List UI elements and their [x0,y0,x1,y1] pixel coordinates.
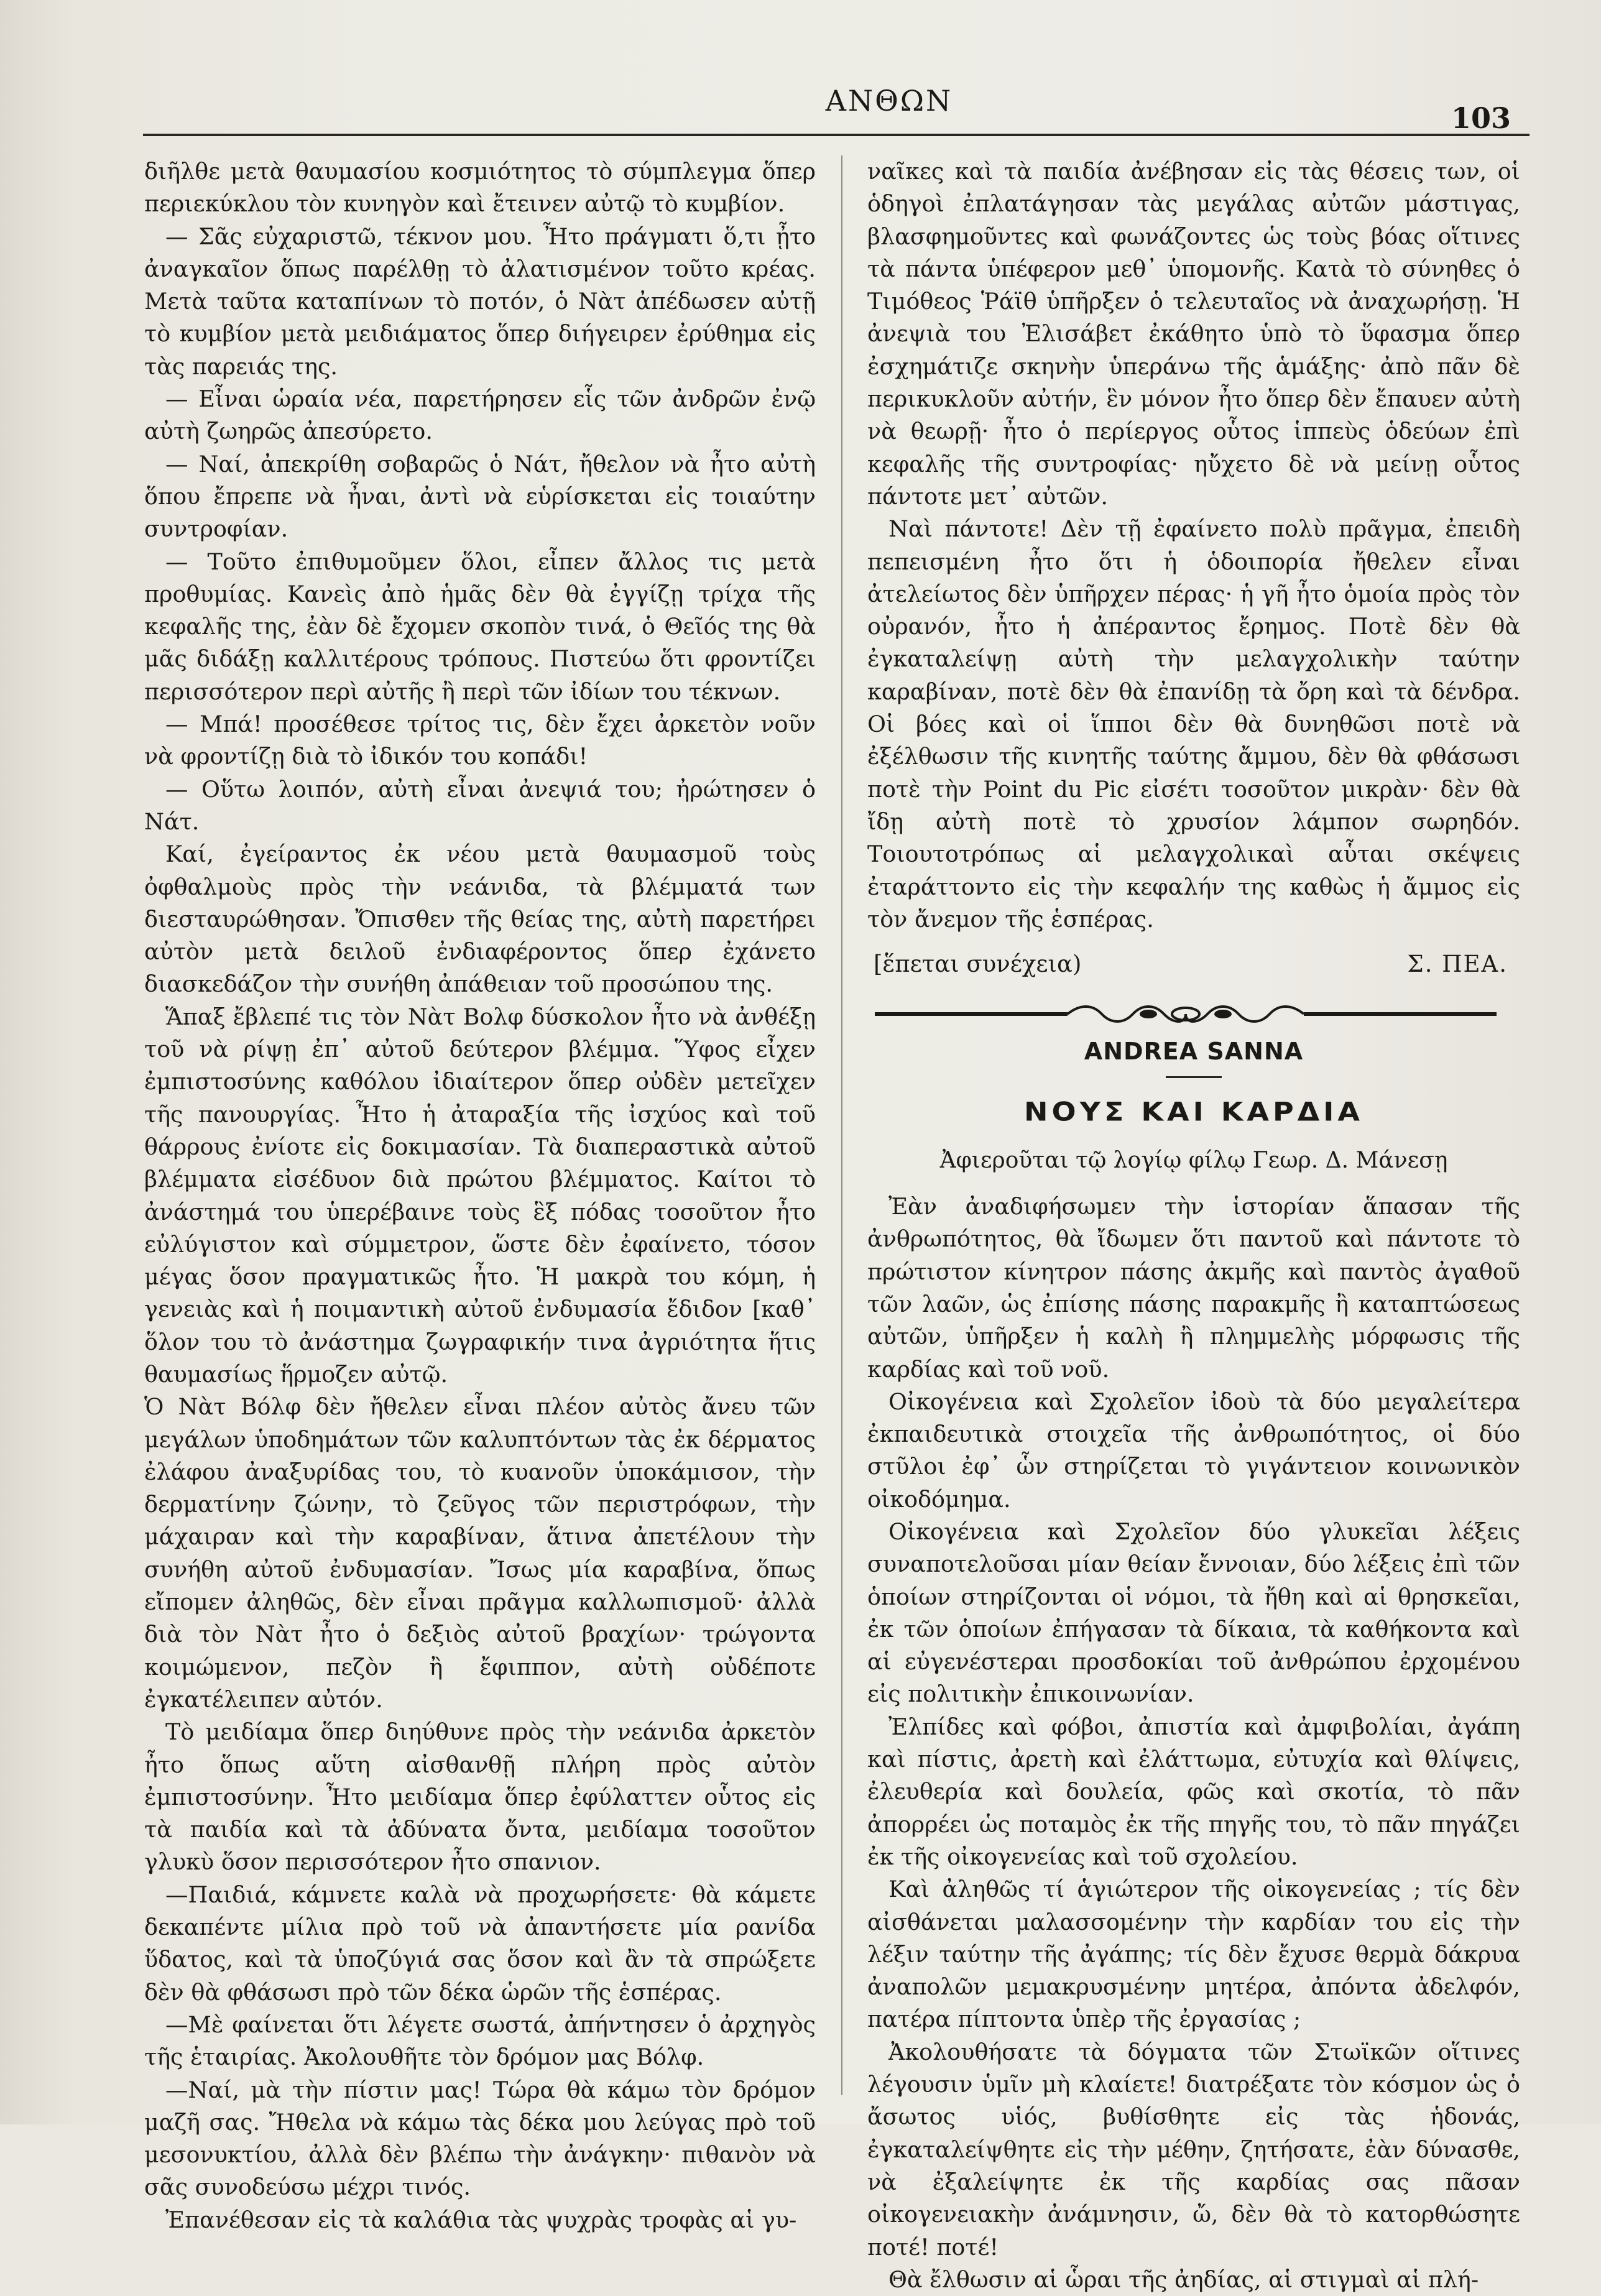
paragraph: Ἐλπίδες καὶ φόβοι, ἀπιστία καὶ ἀμφιβολίαι, ἀγάπη καὶ πίστις, ἀρετὴ καὶ ἐλάττωμα, εὐτυχία καὶ θλίψεις, ἐλευθερία καὶ δουλεία, φῶς καὶ σκοτία, τὸ πᾶν ἀπορρέει ὡς ποταμὸς ἐκ τῆς πηγῆς του, τὸ πᾶν πηγάζει ἐκ τῆς οἰκογενείας καὶ τοῦ σχολείου. [867,1713,1520,1870]
paragraph: — Ναί, ἀπεκρίθη σοβαρῶς ὁ Νάτ, ἤθελον νὰ ἦτο αὐτὴ ὅπου ἔπρεπε νὰ ἦναι, ἀντὶ νὰ εὑρίσκεται εἰς τοιαύτην συντροφίαν. [144,450,816,543]
paragraph: Καί, ἐγείραντος ἐκ νέου μετὰ θαυμασμοῦ τοὺς ὀφθαλμοὺς πρὸς τὴν νεάνιδα, τὰ βλέμματά των διεσταυρώθησαν. Ὄπισθεν τῆς θείας της, αὐτὴ παρετήρει αὐτὸν μετὰ δειλοῦ ἐνδιαφέροντος ὅπερ ἐχάνετο διασκεδάζον τὴν συνήθη ἀπάθειαν τοῦ προσώπου της. [144,841,816,998]
paragraph: Ἐπανέθεσαν εἰς τὰ καλάθια τὰς ψυχρὰς τροφὰς αἱ γυ- [165,2206,797,2233]
paragraph: Ἐὰν ἀναδιφήσωμεν τὴν ἱστορίαν ἅπασαν τῆς ἀνθρωπότητος, θὰ ἴδωμεν ὅτι παντοῦ καὶ πάντοτε τὸ πρώτιστον κίνητρον πάσης ἀκμῆς καὶ παντὸς ἀγαθοῦ τῶν λαῶν, ὡς ἐπίσης πάσης παρακμῆς ἢ καταπτώσεως αὐτῶν, ὑπῆρξεν ἡ καλὴ ἢ πλημμελὴς μόρφωσις τῆς καρδίας καὶ τοῦ νοῦ. [867,1193,1520,1383]
paragraph: Ὁ Νὰτ Βόλφ δὲν ἤθελεν εἶναι πλέον αὐτὸς ἄνευ τῶν μεγάλων ὑποδημάτων τῶν καλυπτόντων τὰς ἐκ δέρματος ἐλάφου ἀναξυρίδας του, τὸ κυανοῦν ὑποκάμισον, τὴν δερματίνην ζώνην, τὸ ζεῦγος τῶν περιστρόφων, τὴν μάχαιραν καὶ τὴν καραβίναν, ἅτινα ἀπετέλουν τὴν συνήθη αὐτοῦ ἐνδυμασίαν. Ἴσως μία καραβίνα, ὅπως εἴπομεν ἀληθῶς, δὲν εἶναι πρᾶγμα καλλωπισμοῦ· ἀλλὰ διὰ τὸν Νὰτ ἦτο ὁ δεξιὸς αὐτοῦ βραχίων· τρώγοντα κοιμώμενον, πεζὸν ἢ ἔφιππον, αὐτὴ οὐδέποτε ἐγκατέλειπεν αὐτόν. [144,1393,816,1713]
paragraph: διῆλθε μετὰ θαυμασίου κοσμιότητος τὸ σύμπλεγμα ὅπερ περιεκύκλου τὸν κυνηγὸν καὶ ἔτεινεν αὐτῷ τὸ κυμβίον. [144,158,816,218]
paragraph: — Μπά! προσέθεσε τρίτος τις, δὲν ἔχει ἀρκετὸν νοῦν νὰ φροντίζῃ διὰ τὸ ἰδικόν του κοπάδι! [144,711,816,770]
paragraph: — Τοῦτο ἐπιθυμοῦμεν ὅλοι, εἶπεν ἄλλος τις μετὰ προθυμίας. Κανεὶς ἀπὸ ἡμᾶς δὲν θὰ ἐγγίζῃ τρίχα τῆς κεφαλῆς της, ἐὰν δὲ ἔχομεν σκοπὸν τινά, ὁ Θεῖός της θὰ μᾶς διδάξῃ καλλιτέρους τρόπους. Πιστεύω ὅτι φροντίζει περισσότερον περὶ αὐτῆς ἢ περὶ τῶν ἰδίων του τέκνων. [144,548,816,705]
column-divider [841,155,842,2095]
paragraph: —Ναί, μὰ τὴν πίστιν μας! Τώρα θὰ κάμω τὸν δρόμον μαζῆ σας. Ἤθελα νὰ κάμω τὰς δέκα μου λεύγας πρὸ τοῦ μεσονυκτίου, ἀλλὰ δὲν βλέπω τὴν ἀνάγκην· πιθανὸν νὰ σᾶς συνοδεύσω μέχρι τινός. [144,2076,816,2201]
paragraph: Οἰκογένεια καὶ Σχολεῖον δύο γλυκεῖαι λέξεις συναποτελοῦσαι μίαν θείαν ἔννοιαν, δύο λέξεις ἐπὶ τῶν ὁποίων στηρίζονται οἱ νόμοι, τὰ ἤθη καὶ αἱ θρησκεῖαι, ἐκ τῶν ὁποίων ἐπήγασαν τὰ δίκαια, τὰ καθήκοντα καὶ αἱ εὐγενέστεραι προσδοκίαι τοῦ ἀνθρώπου ἐρχομένου εἰς πολιτικὴν ἐπικοινωνίαν. [867,1518,1520,1708]
paragraph: — Σᾶς εὐχαριστῶ, τέκνον μου. Ἦτο πράγματι ὅ,τι ᾖτο ἀναγκαῖον ὅπως παρέλθῃ τὸ ἀλατισμένον τοῦτο κρέας. Μετὰ ταῦτα καταπίνων τὸ ποτόν, ὁ Νὰτ ἀπέδωσεν αὐτῇ τὸ κυμβίον μετὰ μειδιάματος ὅπερ διήγειρεν ἐρύθημα εἰς τὰς παρειάς της. [144,223,816,380]
paragraph: Τὸ μειδίαμα ὅπερ διηύθυνε πρὸς τὴν νεάνιδα ἀρκετὸν ἦτο ὅπως αὕτη αἰσθανθῇ πλήρη πρὸς αὐτὸν ἐμπιστοσύνην. Ἦτο μειδίαμα ὅπερ ἐφύλαττεν οὗτος εἰς τὰ παιδία καὶ τὰ ἀδύνατα ὄντα, μειδίαμα τοσοῦτον γλυκὺ ὅσον περισσότερον ἦτο σπανιον. [144,1718,816,1876]
paragraph: — Εἶναι ὡραία νέα, παρετήρησεν εἷς τῶν ἀνδρῶν ἐνῷ αὐτὴ ζωηρῶς ἀπεσύρετο. [144,385,816,445]
page-number: 103 [1451,101,1511,135]
paragraph: Θὰ ἔλθωσιν αἱ ὧραι τῆς ἀηδίας, αἱ στιγμαὶ αἱ πλή- [888,2266,1479,2293]
right-column [867,155,1520,2296]
paragraph: Καὶ ἀληθῶς τί ἁγιώτερον τῆς οἰκογενείας ; τίς δὲν αἰσθάνεται μαλασσομένην τὴν καρδίαν του εἰς τὴν λέξιν ταύτην τῆς ἀγάπης; τίς δὲν ἔχυσε θερμὰ δάκρυα ἀναπολῶν μεμακρυσμένην μητέρα, ἀπόντα ἀδελφόν, πατέρα πίπτοντα ὑπὲρ τῆς ἐργασίας ; [867,1876,1520,2033]
paragraph: —Μὲ φαίνεται ὅτι λέγετε σωστά, ἀπήντησεν ὁ ἀρχηγὸς τῆς ἑταιρίας. Ἀκολουθῆτε τὸν δρόμον μας Βόλφ. [144,2011,816,2071]
article-dedication: Ἀφιεροῦται τῷ λογίῳ φίλῳ Γεωρ. Δ. Μάνεσῃ [939,1147,1448,1173]
paragraph: Ἀκολουθήσατε τὰ δόγματα τῶν Στωϊκῶν οἵτινες λέγουσιν ὑμῖν μὴ κλαίετε! διατρέξατε τὸν κόσμον ὡς ὁ ἄσωτος υἱός, βυθίσθητε εἰς τὰς ἡδονάς, ἐγκαταλείψθητε εἰς τὴν μέθην, ζητήσατε, ἐὰν δύνασθε, νὰ ἐξαλείψητε ἐκ τῆς καρδίας σας πᾶσαν οἰκογενειακὴν ἀνάμνησιν, ὤ, δὲν θὰ τὸ κατορθώσητε ποτέ! ποτέ! [867,2038,1520,2261]
article-title: ΝΟΥΣ ΚΑΙ ΚΑΡΔΙΑ [1023,1097,1363,1127]
story-signoff [867,943,1520,987]
header-rule [143,134,1529,136]
ornamental-divider [875,1002,1497,1026]
article-author: ANDREA SANNA [1084,1038,1304,1066]
page-header [143,84,1529,134]
paragraph: ναῖκες καὶ τὰ παιδία ἀνέβησαν εἰς τὰς θέσεις των, οἱ ὁδηγοὶ ἐπλατάγησαν τὰς μεγάλας αὐτῶν μάστιγας, βλασφημοῦντες καὶ φωνάζοντες ὡς τοὺς βόας οἵτινες τὰ πάντα ὑπέφερον μεθ᾽ ὑπομονῆς. Κατὰ τὸ σύνηθες ὁ Τιμόθεος Ῥάϊθ ὑπῆρξεν ὁ τελευταῖος νὰ ἀναχωρήσῃ. Ἡ ἀνεψιὰ του Ἐλισάβετ ἐκάθητο ὑπὸ τὸ ὕφασμα ὅπερ ἐσχημάτιζε σκηνὴν ὑπεράνω τῆς ἁμάξης· ἀπὸ πᾶν δὲ περικυκλοῦν αὐτήν, ἓν μόνον ἦτο ὅπερ δὲν ἔπαυεν αὐτὴ νὰ θεωρῇ· ἦτο ὁ περίεργος οὗτος ἱππεὺς ὁδεύων ἐπὶ κεφαλῆς τῆς συντροφίας· ηὔχετο δὲ νὰ μείνῃ οὗτος πάντοτε μετ᾽ αὐτῶν. [867,158,1520,510]
paragraph: Ἅπαξ ἔβλεπέ τις τὸν Νὰτ Βολφ δύσκολον ἦτο νὰ ἀνθέξῃ τοῦ νὰ ρίψῃ ἐπ᾽ αὐτοῦ δεύτερον βλέμμα. Ὕφος εἶχεν ἐμπιστοσύνης καθόλου ἰδιαίτερον ὅπερ οὐδὲν μετεῖχεν τῆς πανουργίας. Ἦτο ἡ ἀταραξία τῆς ἰσχύος καὶ τοῦ θάρρους ἐνίοτε εἰς δοκιμασίαν. Τὰ διαπεραστικὰ αὐτοῦ βλέμματα εἰσέδυον διὰ πρώτου βλέμματος. Καίτοι τὸ ἀνάστημά του ὑπερέβαινε τοὺς ἓξ πόδας τοσοῦτον ἦτο εὐλύγιστον καὶ σύμμετρον, ὥστε δὲν ἐφαίνετο, τόσον μέγας ὅσον πραγματικῶς ἦτο. Ἡ μακρὰ του κόμη, ἡ γενειὰς καὶ ἡ ποιμαντικὴ αὐτοῦ ἐνδυμασία ἔδιδον [καθ᾽ ὅλον του τὸ ἀνάστημα ζωγραφικήν τινα ἀγριότητα ἥτις θαυμασίως ἥρμοζεν αὐτῷ. [144,1003,816,1388]
paragraph: Ναὶ πάντοτε! Δὲν τῇ ἐφαίνετο πολὺ πρᾶγμα, ἐπειδὴ πεπεισμένη ἦτο ὅτι ἡ ὁδοιπορία ἤθελεν εἶναι ἀτελείωτος δὲν ὑπῆρχεν πέρας· ἡ γῆ ἦτο ὁμοία πρὸς τὸν οὐρανόν, ἦτο ἡ ἀπέραντος ἔρημος. Ποτὲ δὲν θὰ ἐγκαταλείψῃ αὐτὴ τὴν μελαγχολικὴν ταύτην καραβίναν, ποτὲ δὲν θὰ ἐπανίδῃ τὰ ὄρη καὶ τὰ δένδρα. Οἱ βόες καὶ οἱ ἵπποι δὲν θὰ δυνηθῶσι ποτὲ νὰ ἐξέλθωσιν τῆς κινητῆς ταύτης ἄμμου, δὲν θὰ φθάσωσι ποτὲ τὴν Point du Pic εἰσέτι τοσοῦτον μικρὰν· δὲν θὰ ἴδῃ αὐτὴ ποτὲ τὸ χρυσίον λάμπον σωρηδόν. Τοιουτοτρόπως αἱ μελαγχολικαὶ αὗται σκέψεις ἐταράττοντο εἰς τὴν κεφαλήν της καθὼς ἡ ἄμμος εἰς τὸν ἄνεμον τῆς ἑσπέρας. [867,515,1520,933]
left-column [144,155,816,2236]
paragraph: —Παιδιά, κάμνετε καλὰ νὰ προχωρήσετε· θὰ κάμετε δεκαπέντε μίλια πρὸ τοῦ νὰ ἀπαντήσετε μία ρανίδα ὕδατος, καὶ τὰ ὑποζύγιά σας ὅσον καὶ ἂν τὰ σπρώξετε δὲν θὰ φθάσωσι πρὸ τῶν δέκα ὡρῶν τῆς ἑσπέρας. [144,1881,816,2006]
running-title: ΑΝΘΩΝ [825,84,953,118]
short-rule [1166,1076,1222,1078]
continuation-note: [ἕπεται συνέχεια) [874,951,1082,978]
paragraph: — Οὕτω λοιπόν, αὐτὴ εἶναι ἀνεψιά του; ἠρώτησεν ὁ Νάτ. [144,775,816,835]
signoff-author: Σ. ΠΕΑ. [1407,951,1508,978]
paragraph: Οἰκογένεια καὶ Σχολεῖον ἰδοὺ τὰ δύο μεγαλείτερα ἐκπαιδευτικὰ στοιχεῖα τῆς ἀνθρωπότητος, οἱ δύο στῦλοι ἐφ᾽ ὧν στηρίζεται τὸ γιγάντειον κοινωνικὸν οἰκοδόμημα. [867,1388,1520,1513]
